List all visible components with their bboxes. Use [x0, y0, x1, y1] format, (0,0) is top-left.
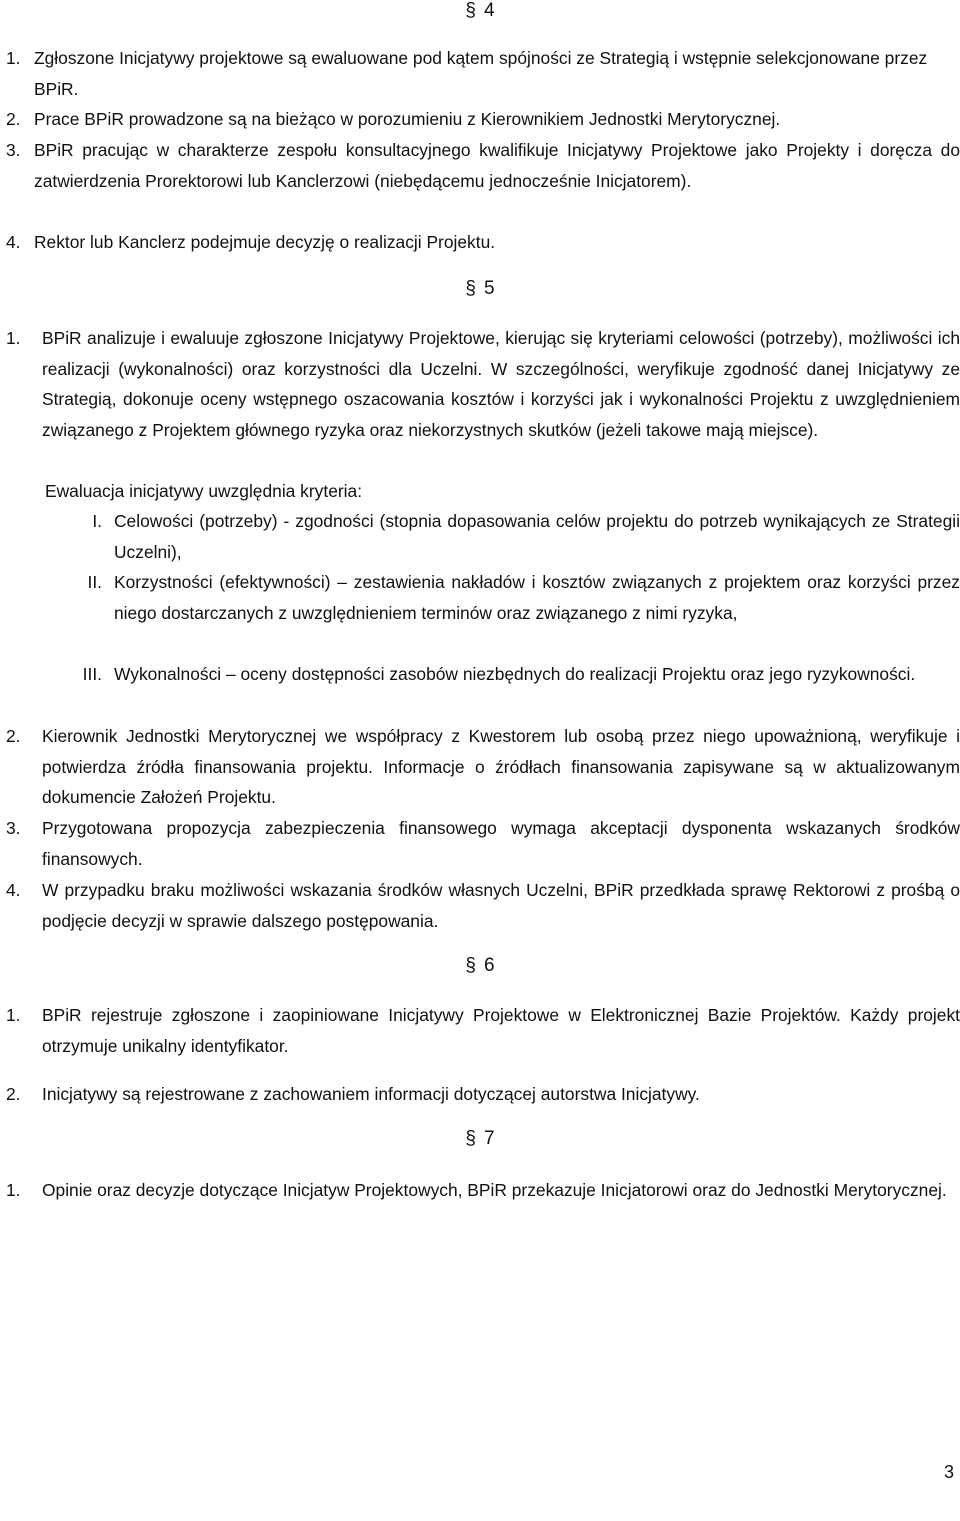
criteria-item — [44, 659, 960, 690]
criteria-item — [44, 506, 960, 567]
list-item — [6, 323, 960, 445]
list-item — [6, 135, 960, 196]
item-text: Prace BPiR prowadzone są na bieżąco w porozumieniu z Kierownikiem Jednostki Merytorycznej. — [34, 109, 781, 129]
list-item — [6, 875, 960, 936]
criteria-number: II. — [87, 572, 102, 592]
criteria-text: Wykonalności – oceny dostępności zasobów niezbędnych do realizacji Projektu oraz jego ryzykowności. — [114, 664, 916, 684]
list-item — [6, 1000, 960, 1061]
item-number: 2. — [6, 726, 21, 746]
item-text: Rektor lub Kanclerz podejmuje decyzję o realizacji Projektu. — [34, 232, 496, 252]
item-number: 4. — [6, 232, 21, 252]
section-heading-4 — [0, 0, 960, 22]
item-text: BPiR analizuje i ewaluuje zgłoszone Inicjatywy Projektowe, kierując się kryteriami celowości (potrzeby), możliwości ich realizacji (wykonalności) oraz korzystności dla Uczelni. W szczególności, weryfikuje zgodność danej Inicjatywy ze Strategią, dokonuje oceny wstępnego oszacowania kosztów i korzyści jak i wykonalności Projektu z uwzględnieniem związanego z Projektem głównego ryzyka oraz niekorzystnych skutków (jeżeli takowe mają miejsce). — [42, 328, 960, 440]
item-number: 3. — [6, 140, 21, 160]
item-text: Przygotowana propozycja zabezpieczenia finansowego wymaga akceptacji dysponenta wskazanych środków finansowych. — [42, 818, 960, 869]
criteria-text: Korzystności (efektywności) – zestawienia nakładów i kosztów związanych z projektem oraz korzyści przez niego dostarczanych z uwzględnieniem terminów oraz związanego z nimi ryzyka, — [114, 572, 960, 623]
item-number: 1. — [6, 1005, 21, 1025]
list-item — [6, 1175, 960, 1206]
criteria-number: III. — [82, 664, 102, 684]
item-number: 2. — [6, 1084, 21, 1104]
item-text: Zgłoszone Inicjatywy projektowe są ewaluowane pod kątem spójności ze Strategią i wstępnie selekcjonowane przez BPiR. — [34, 48, 928, 99]
list-item — [6, 104, 960, 135]
criteria-number: I. — [92, 511, 102, 531]
criteria-item — [44, 567, 960, 628]
section-symbol: § — [465, 278, 476, 299]
item-number: 1. — [6, 1180, 21, 1200]
item-text: BPiR rejestruje zgłoszone i zaopiniowane Inicjatywy Projektowe w Elektronicznej Bazie Projektów. Każdy projekt otrzymuje unikalny identyfikator. — [42, 1005, 960, 1056]
item-text: BPiR pracując w charakterze zespołu konsultacyjnego kwalifikuje Inicjatywy Projektowe jako Projekty i doręcza do zatwierdzenia Prorektorowi lub Kanclerzowi (niebędącemu jednocześnie Inicjatorem). — [34, 140, 960, 191]
item-number: 3. — [6, 818, 21, 838]
item-number: 4. — [6, 880, 21, 900]
criteria-text: Celowości (potrzeby) - zgodności (stopnia dopasowania celów projektu do potrzeb wynikających ze Strategii Uczelni), — [114, 511, 960, 562]
section-number: 4 — [484, 0, 495, 21]
list-item — [6, 721, 960, 813]
item-number: 1. — [6, 328, 21, 348]
section-number: 5 — [484, 278, 495, 299]
list-item — [6, 1079, 960, 1110]
section-symbol: § — [465, 955, 476, 976]
item-text: W przypadku braku możliwości wskazania środków własnych Uczelni, BPiR przedkłada sprawę Rektorowi z prośbą o podjęcie decyzji w sprawie dalszego postępowania. — [42, 880, 960, 931]
list-item — [6, 43, 960, 104]
section-heading-6 — [0, 955, 960, 977]
item-text: Opinie oraz decyzje dotyczące Inicjatyw Projektowych, BPiR przekazuje Inicjatorowi oraz do Jednostki Merytorycznej. — [42, 1180, 947, 1200]
section-number: 6 — [484, 955, 495, 976]
list-item — [6, 813, 960, 874]
item-text: Inicjatywy są rejestrowane z zachowaniem informacji dotyczącej autorstwa Inicjatywy. — [42, 1084, 700, 1104]
item-text: Kierownik Jednostki Merytorycznej we współpracy z Kwestorem lub osobą przez niego upoważnioną, weryfikuje i potwierdza źródła finansowania projektu. Informacje o źródłach finansowania zapisywane są w aktualizowanym dokumencie Założeń Projektu. — [42, 726, 960, 807]
section-symbol: § — [465, 0, 476, 21]
item-number: 2. — [6, 109, 21, 129]
page-number: 3 — [943, 1462, 954, 1482]
section-symbol: § — [465, 1128, 476, 1149]
section-heading-5 — [0, 278, 960, 300]
item-number: 1. — [6, 48, 21, 68]
criteria-intro: Ewaluacja inicjatywy uwzględnia kryteria: — [45, 481, 363, 501]
section-heading-7 — [0, 1128, 960, 1150]
section-number: 7 — [484, 1128, 495, 1149]
list-item — [6, 227, 960, 258]
